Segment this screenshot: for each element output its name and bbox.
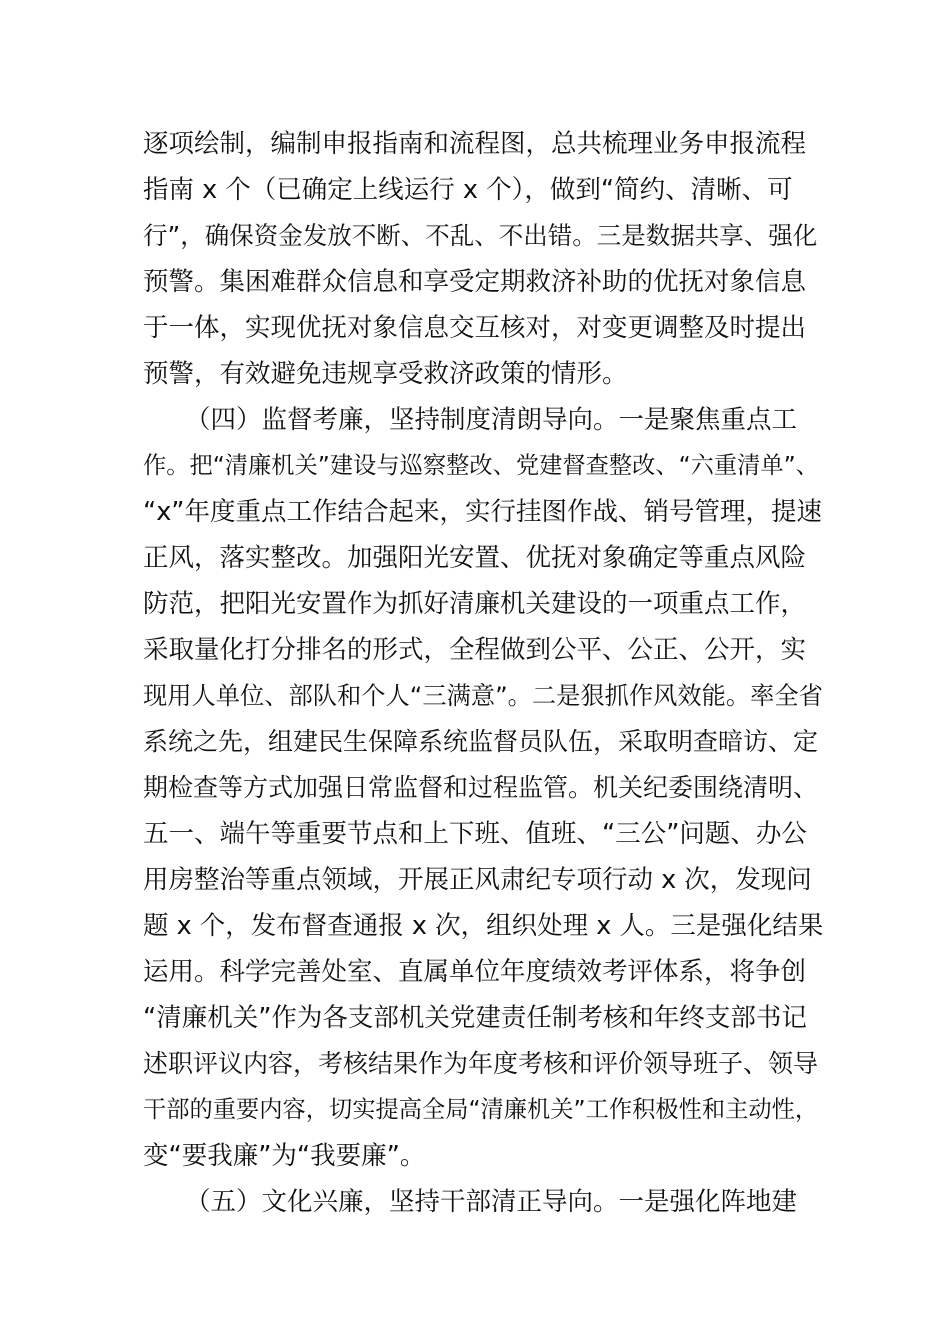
text-line: 采取量化打分排名的形式，全程做到公平、公正、公开，实 — [143, 635, 807, 665]
text-line: 述职评议内容，考核结果作为年度考核和评价领导班子、领导 — [143, 1049, 819, 1078]
text-line: 预警，有效避免违规享受救济政策的情形。 — [143, 359, 628, 389]
text-line: 于一体，实现优抚对象信息交互核对，对变更调整及时提出 — [143, 313, 807, 343]
text-line: 防范，把阳光安置作为抓好清廉机关建设的一项重点工作， — [143, 589, 807, 619]
text-line: （五）文化兴廉，坚持干部清正导向。一是强化阵地建 — [185, 1187, 798, 1217]
text-line: 行”，确保资金发放不断、不乱、不出错。三是数据共享、强化 — [143, 221, 818, 250]
text-line: “清廉机关”作为各支部机关党建责任制考核和年终支部书记 — [143, 1003, 807, 1033]
text-line: 期检查等方式加强日常监督和过程监管。机关纪委围绕清明、 — [143, 773, 819, 802]
text-line: 系统之先，组建民生保障系统监督员队伍，采取明查暗访、定 — [143, 727, 819, 756]
text-line: 题 x 个，发布督查通报 x 次，组织处理 x 人。三是强化结果 — [143, 911, 824, 941]
text-line: 变“要我廉”为“我要廉”。 — [143, 1141, 426, 1171]
text-line: 正风，落实整改。加强阳光安置、优抚对象确定等重点风险 — [143, 543, 807, 573]
text-line: 作。把“清廉机关”建设与巡察整改、党建督查整改、“六重清单”、 — [143, 452, 819, 479]
text-line: 预警。集困难群众信息和享受定期救济补助的优抚对象信息 — [143, 267, 807, 297]
text-line: 现用人单位、部队和个人“三满意”。二是狠抓作风效能。率全省 — [143, 681, 823, 710]
text-line: 五一、端午等重要节点和上下班、值班、“三公”问题、办公 — [143, 819, 807, 849]
body-text — [143, 121, 823, 1225]
text-line: 运用。科学完善处室、直属单位年度绩效考评体系，将争创 — [143, 957, 807, 987]
text-line: 用房整治等重点领域，开展正风肃纪专项行动 x 次，发现问 — [143, 865, 812, 895]
text-line: 指南 x 个（已确定上线运行 x 个），做到“简约、清晰、可 — [143, 175, 793, 205]
text-line: 逐项绘制，编制申报指南和流程图，总共梳理业务申报流程 — [143, 129, 807, 159]
text-line: 干部的重要内容，切实提高全局“清廉机关”工作积极性和主动性， — [143, 1096, 819, 1123]
text-line: “x”年度重点工作结合起来，实行挂图作战、销号管理，提速 — [143, 497, 823, 527]
text-line: （四）监督考廉，坚持制度清朗导向。一是聚焦重点工 — [185, 405, 798, 435]
